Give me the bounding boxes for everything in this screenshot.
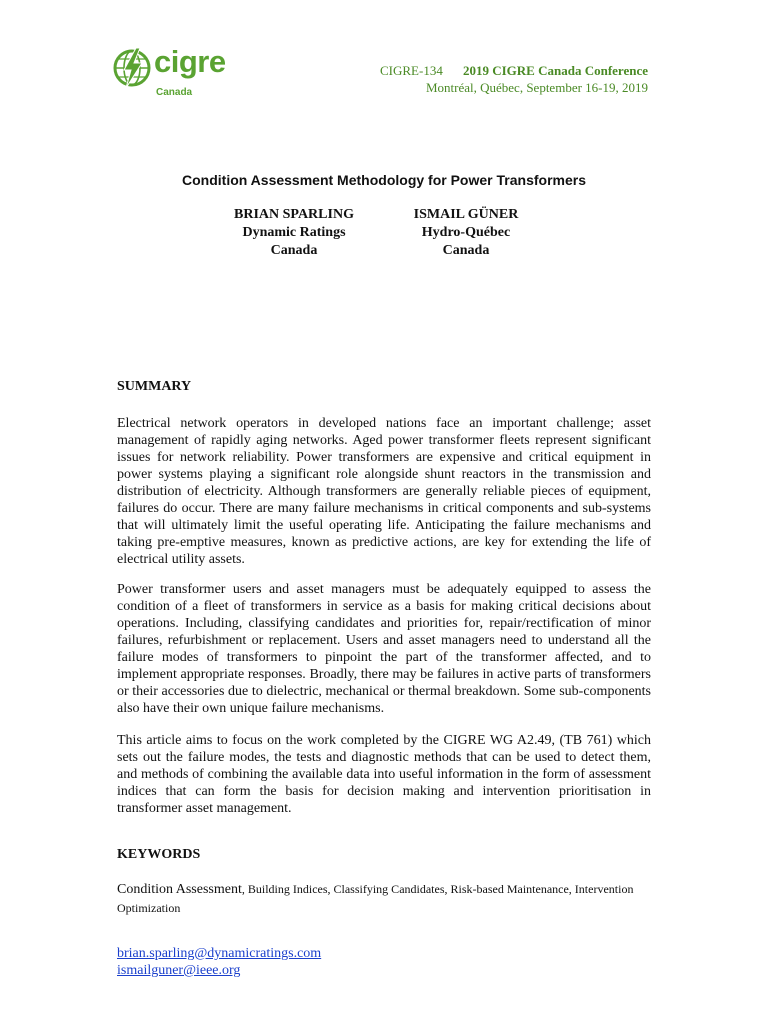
author-country: Canada	[270, 243, 318, 258]
conference-place-date: Montréal, Québec, September 16-19, 2019	[425, 80, 648, 95]
summary-heading: SUMMARY	[117, 379, 192, 394]
author-block	[194, 206, 394, 260]
document-id: CIGRE-134	[380, 63, 443, 78]
keywords-rest: , Building Indices, Classifying Candidates, Risk-based Maintenance, Intervention Optimization	[117, 882, 634, 915]
summary-paragraph: This article aims to focus on the work completed by the CIGRE WG A2.49, (TB 761) which sets out the failure modes, the tests and diagnostic methods that can be used to detect them, and methods of combining the available data into useful information in the form of assessment indices that can form the basis for decision making and intervention prioritisation in transformer asset management.	[117, 733, 651, 816]
author-block	[366, 206, 566, 260]
conference-name: 2019 CIGRE Canada Conference	[462, 63, 648, 78]
author-affiliation: Hydro-Québec	[421, 225, 511, 240]
author-name: BRIAN SPARLING	[234, 207, 354, 222]
logo-subtitle: Canada	[156, 87, 193, 98]
keywords-heading: KEYWORDS	[117, 847, 201, 862]
cigre-canada-logo	[112, 44, 224, 104]
email-link[interactable]: ismailguner@ieee.org	[117, 963, 241, 978]
keywords-lead: Condition Assessment	[117, 882, 242, 897]
keywords-text	[117, 880, 651, 918]
globe-lightning-icon	[112, 46, 152, 90]
author-country: Canada	[442, 243, 490, 258]
logo-wordmark: cigre	[154, 44, 226, 79]
author-name: ISMAIL GÜNER	[413, 207, 519, 222]
summary-paragraph: Power transformer users and asset managers must be adequately equipped to assess the condition of a fleet of transformers in service as a basis for making critical decisions about operations. Including, classifying candidates and priorities for, repair/rectification of minor failures, refurbishment or replacement. Users and asset managers need to understand all the failure modes of transformers to pinpoint the part of the transformer affected, and to implement appropriate responses. Broadly, there may be failures in active parts of transformers or their accessories due to dielectric, mechanical or thermal breakdown. Some sub-components also have their own unique failure mechanisms.	[117, 582, 651, 716]
paper-title: Condition Assessment Methodology for Power Transformers	[182, 172, 586, 188]
author-affiliation: Dynamic Ratings	[242, 225, 346, 240]
email-link[interactable]: brian.sparling@dynamicratings.com	[117, 946, 322, 961]
summary-paragraph: Electrical network operators in developed nations face an important challenge; asset management of rapidly aging networks. Aged power transformer fleets represent significant issues for network reliability. Power transformers are expensive and critical equipment in power systems playing a significant role alongside shunt reactors in the transmission and distribution of electricity. Although transformers are generally reliable pieces of equipment, failures do occur. There are many failure mechanisms in critical components and sub-systems that will ultimately limit the useful operating life. Anticipating the failure mechanisms and taking pre-emptive measures, known as predictive actions, are key for extending the life of electrical utility assets.	[117, 416, 651, 567]
